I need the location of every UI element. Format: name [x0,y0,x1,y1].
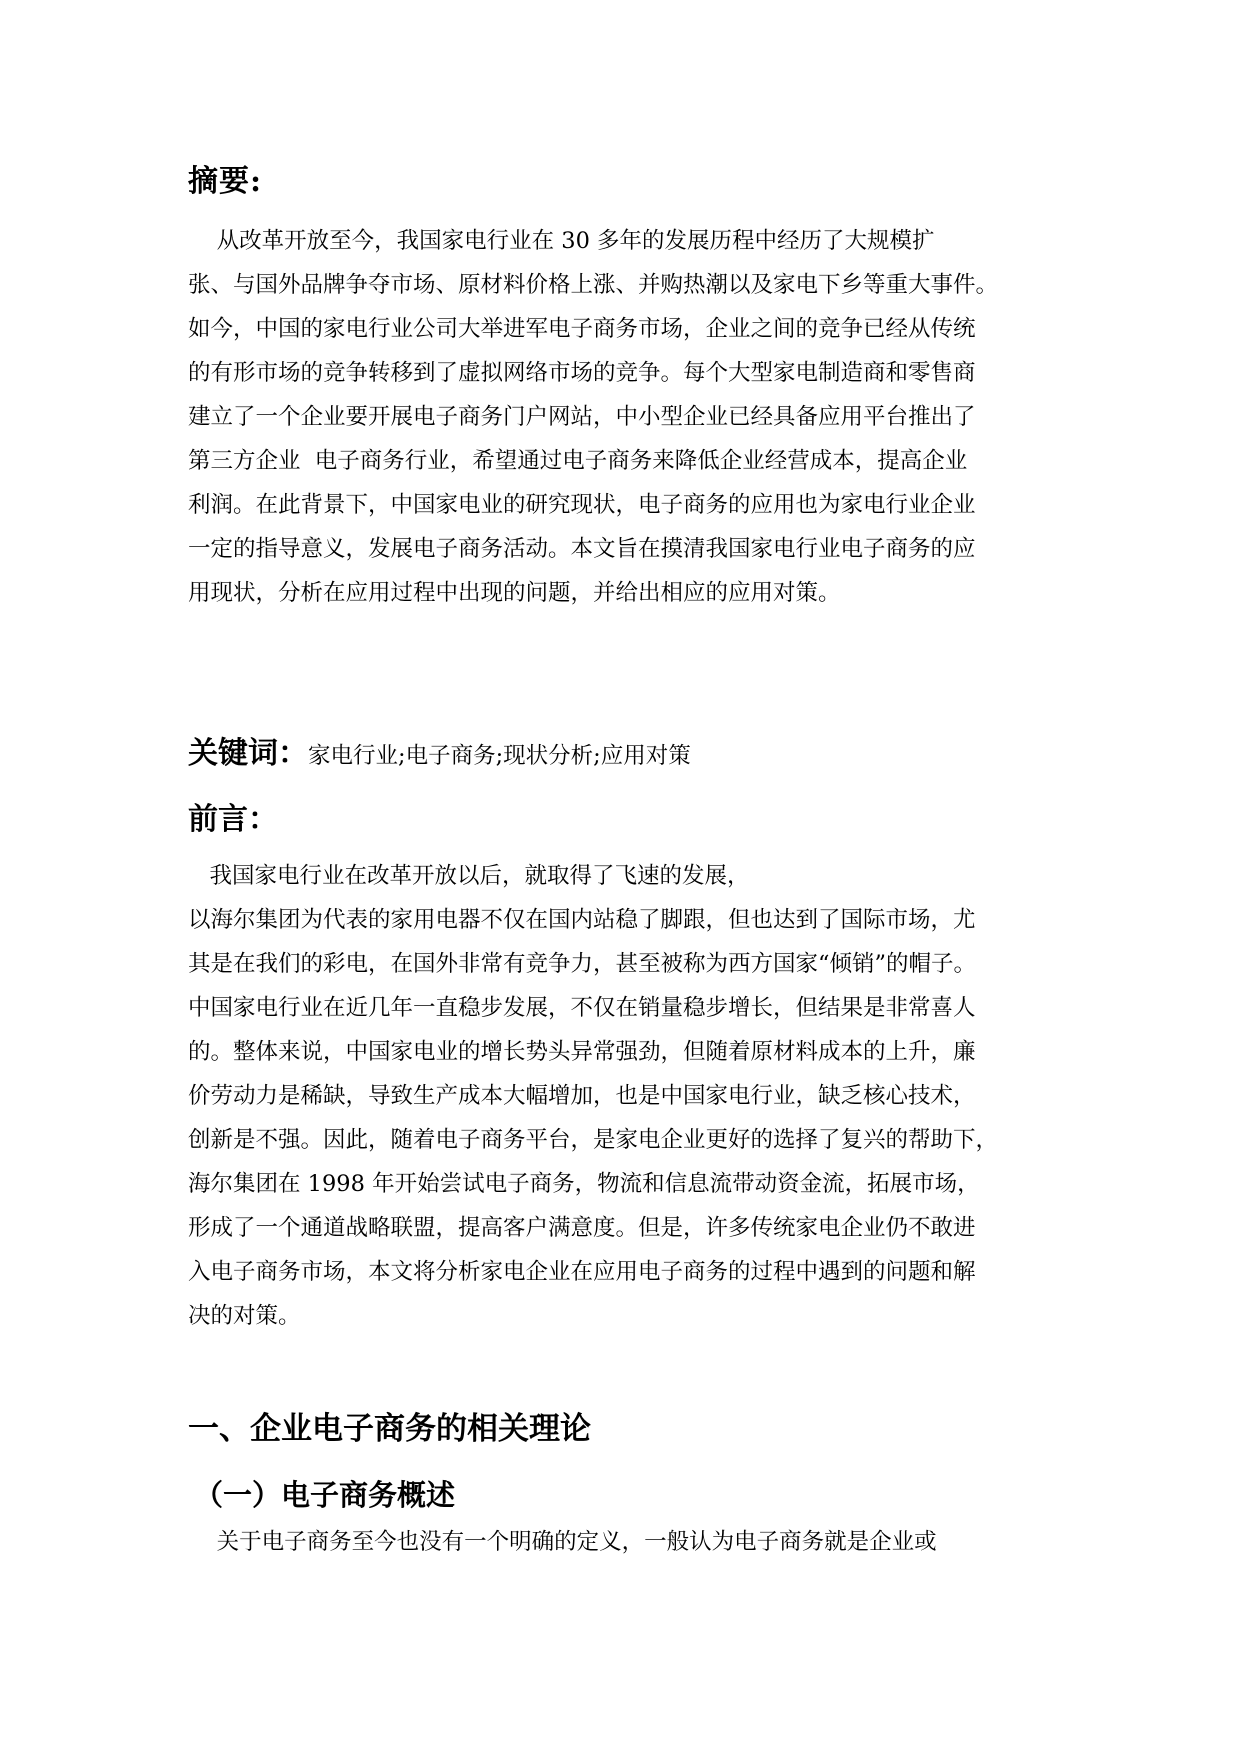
abstract-line: 张、与国外品牌争夺市场、原材料价格上涨、并购热潮以及家电下乡等重大事件。 [188,272,999,298]
abstract-line: 第三方企业 电子商务行业，希望通过电子商务来降低企业经营成本，提高企业 [188,448,968,474]
abstract-line: 一定的指导意义，发展电子商务活动。本文旨在摸清我国家电行业电子商务的应 [188,536,976,562]
preface-line: 其是在我们的彩电，在国外非常有竞争力，甚至被称为西方国家“倾销”的帽子。 [188,951,977,977]
preface-line: 形成了一个通道战略联盟，提高客户满意度。但是，许多传统家电企业仍不敢进 [188,1215,976,1241]
keywords-label: 关键词： [188,736,308,771]
preface-paragraph [188,854,1048,1338]
abstract-line: 如今，中国的家电行业公司大举进军电子商务市场，企业之间的竞争已经从传统 [188,316,976,342]
abstract-line: 用现状，分析在应用过程中出现的问题，并给出相应的应用对策。 [188,580,841,606]
section-line: 关于电子商务至今也没有一个明确的定义，一般认为电子商务就是企业或 [188,1529,937,1555]
preface-line: 决的对策。 [188,1303,301,1329]
subsection-heading: （一）电子商务概述 [194,1478,456,1512]
preface-line: 创新是不强。因此，随着电子商务平台，是家电企业更好的选择了复兴的帮助下， [188,1127,999,1153]
preface-line: 价劳动力是稀缺，导致生产成本大幅增加，也是中国家电行业，缺乏核心技术， [188,1083,976,1109]
abstract-line: 利润。在此背景下，中国家电业的研究现状，电子商务的应用也为家电行业企业 [188,492,976,518]
abstract-line: 建立了一个企业要开展电子商务门户网站，中小型企业已经具备应用平台推出了 [188,404,976,430]
keywords-value: 家电行业;电子商务;现状分析;应用对策 [308,743,691,769]
preface-line: 海尔集团在 1998 年开始尝试电子商务，物流和信息流带动资金流，拓展市场， [188,1171,980,1197]
keywords-row [188,734,691,774]
abstract-line: 从改革开放至今，我国家电行业在 30 多年的发展历程中经历了大规模扩 [188,228,935,254]
abstract-paragraph [188,219,1048,615]
preface-line: 我国家电行业在改革开放以后，就取得了飞速的发展， [188,863,750,889]
preface-line: 的。整体来说，中国家电业的增长势头异常强劲，但随着原材料成本的上升，廉 [188,1039,976,1065]
abstract-line: 的有形市场的竞争转移到了虚拟网络市场的竞争。每个大型家电制造商和零售商 [188,360,976,386]
preface-line: 以海尔集团为代表的家用电器不仅在国内站稳了脚跟，但也达到了国际市场，尤 [188,907,976,933]
preface-heading: 前言： [188,802,278,837]
section-heading: 一、企业电子商务的相关理论 [188,1411,591,1447]
abstract-heading: 摘要: [188,164,263,199]
preface-line: 中国家电行业在近几年一直稳步发展，不仅在销量稳步增长，但结果是非常喜人 [188,995,976,1021]
section-paragraph [188,1520,1048,1564]
preface-line: 入电子商务市场，本文将分析家电企业在应用电子商务的过程中遇到的问题和解 [188,1259,976,1285]
